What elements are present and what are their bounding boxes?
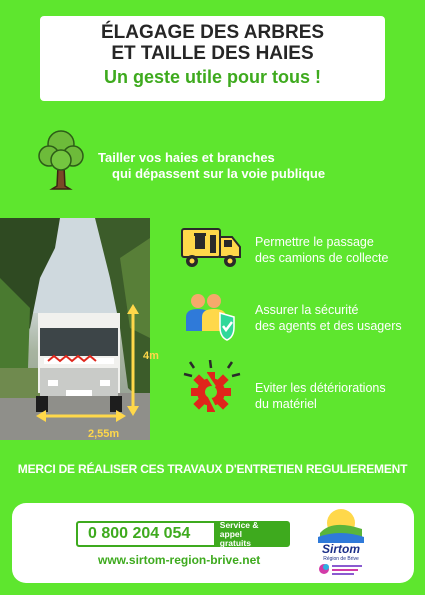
garbage-truck-icon [180, 222, 244, 278]
reason-1-line-2: des camions de collecte [255, 251, 389, 265]
sirtom-logo [312, 507, 370, 577]
workers-shield-icon [180, 288, 244, 344]
reason-2-line-1: Assurer la sécurité [255, 303, 359, 317]
title-line-1: ÉLAGAGE DES ARBRES [100, 22, 325, 43]
tagline: Un geste utile pour tous ! [103, 67, 321, 87]
intro-line-1: Tailler vos haies et branches [98, 150, 275, 165]
service-line-1: Service & appel [219, 519, 259, 539]
reason-damage [255, 380, 425, 412]
contact-footer [12, 503, 414, 583]
intro-text [98, 150, 358, 182]
intro-line-2: qui dépassent sur la voie publique [112, 166, 326, 181]
logo-name: Sirtom [321, 542, 361, 556]
reason-safety [255, 302, 425, 334]
maintenance-reminder: MERCI DE RÉALISER CES TRAVAUX D'ENTRETIEN REGULIEREMENT [17, 462, 408, 476]
website-link[interactable]: www.sirtom-region-brive.net [98, 553, 261, 567]
reason-2-line-2: des agents et des usagers [255, 319, 402, 333]
service-line-2: gratuits [219, 537, 251, 548]
reason-1-line-1: Permettre le passage [255, 235, 374, 249]
phone-number[interactable]: 0 800 204 054 [88, 525, 191, 542]
logo-subtitle: Région de Brive [323, 556, 359, 562]
height-label: 4m [143, 350, 159, 362]
phone-box[interactable] [76, 521, 290, 547]
free-service-badge [214, 519, 288, 548]
broken-gear-icon [180, 360, 244, 416]
tree-icon [38, 128, 84, 190]
reason-3-line-2: du matériel [255, 397, 317, 411]
truck-photo [0, 218, 150, 440]
reason-3-line-1: Eviter les détériorations [255, 381, 386, 395]
title-banner [40, 16, 385, 101]
reason-passage [255, 234, 425, 266]
title-line-2: ET TAILLE DES HAIES [111, 43, 314, 64]
width-label: 2,55m [88, 428, 120, 440]
truck-street-illustration [0, 218, 150, 440]
